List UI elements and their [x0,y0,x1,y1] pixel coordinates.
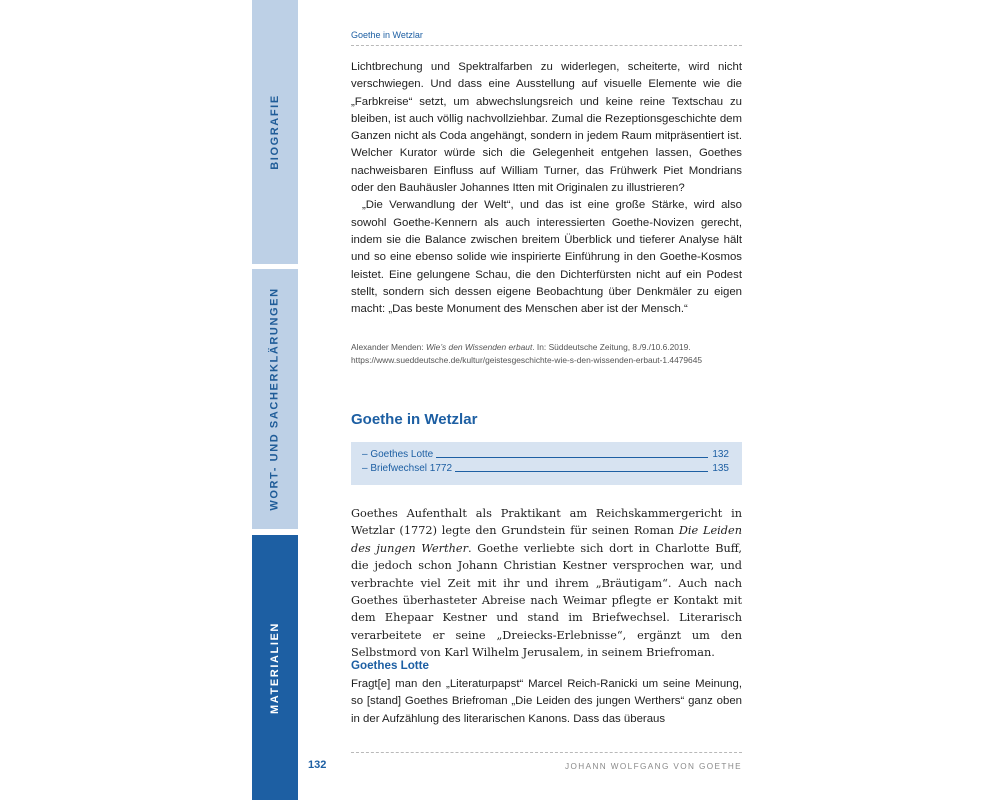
source-title: Wie’s den Wissenden erbaut [425,342,533,352]
section-title: Goethe in Wetzlar [351,411,478,428]
tab-wort-und-sacherklaerungen-label: WORT- UND SACHERKLÄRUNGEN [269,287,282,511]
page-number: 132 [308,759,327,771]
source-url[interactable]: https://www.sueddeutsche.de/kultur/geistesgeschichte-wie-s-den-wissenden-erbaut-1.4479645 [351,354,703,365]
chapter-sidebar [252,0,298,800]
footer-author: JOHANN WOLFGANG VON GOETHE [565,762,742,771]
toc-entry-briefwechsel[interactable] [362,463,729,474]
intro-text-after: . Goethe verliebte sich dort in Charlotte Buff, die jedoch schon Johann Christian Kestner versprochen war, und verbrachte viel Zeit mit ihr und ihrem „Bräutigam“. Auch nach Goethes überhasteter Abreise nach Weimar pflegte er Kontakt mit dem Ehepaar Kestner und stand im Briefwechsel. Literarisch verarbeitete er seine „Dreiecks-Erlebnisse“, ergänzt um den Selbstmord von Karl Wilhelm Jerusalem, in seinem Briefroman. [351,541,742,660]
toc-entry-label: – Briefwechsel 1772 [362,463,453,474]
tab-materialien-label: MATERIALIEN [269,621,282,714]
source-citation [351,341,742,366]
source-details: . In: Süddeutsche Zeitung, 8./9./10.6.2019. [532,342,691,352]
toc-entry-label: – Goethes Lotte [362,449,434,460]
intro-paragraph [351,505,742,662]
review-paragraph-1: Lichtbrechung und Spektralfarben zu widerlegen, scheiterte, wird nicht verschwiegen. Und dass eine Ausstellung auf visuelle Elemente wie die „Farbkreise“ setzt, um abwechslungsreich und keine reine Textschau zu bleiben, ist auch völlig nachvollziehbar. Zumal die Rezeptionsgeschichte dem Ganzen nicht als Coda angehängt, sondern in jedem Raum mitpräsentiert ist. Welcher Kurator würde sich die Gelegenheit entgehen lassen, Goethes nachweisbaren Einfluss auf William Turner, das Frühwerk Piet Mondrians oder den Bauhäusler Johannes Itten mit Originalen zu illustrieren? [351,61,742,195]
toc-leader-line [455,471,708,472]
subsection-text: Fragt[e] man den „Literaturpapst“ Marcel Reich-Ranicki um seine Meinung, so [stand] Goethes Briefroman „Die Leiden des jungen Werthers“ ganz oben in der Aufzählung des literarischen Kanons. Dass das überaus [351,678,742,725]
intro-text-before: Goethes Aufenthalt als Praktikant am Reichskammergericht in Wetzlar (1772) legte den Grundstein für seinen Roman [351,507,742,538]
toc-leader-line [436,457,708,458]
source-author: Alexander Menden: [351,342,426,352]
footer-divider [351,752,742,753]
tab-biografie[interactable] [252,0,298,264]
tab-biografie-label: BIOGRAFIE [269,94,282,170]
running-head: Goethe in Wetzlar [351,30,423,40]
review-paragraph-2: „Die Verwandlung der Welt“, und das ist eine große Stärke, wird also sowohl Goethe-Kennern als auch interessierten Goethe-Novizen gerecht, indem sie die Balance zwischen breitem Überblick und tieferer Analyse hält und so eine ebenso solide wie inspirierte Einführung in den Goethe-Kosmos leistet. Eine gelungene Schau, die den Dichterfürsten nicht auf ein Podest stellt, sondern sich dessen eigene Beobachtung über Denkmäler zu eigen macht: „Das beste Monument des Menschen aber ist der Mensch.“ [351,199,742,316]
header-divider [351,45,742,46]
toc-entry-page: 135 [712,463,729,474]
tab-materialien[interactable] [252,535,298,800]
tab-wort-und-sacherklaerungen[interactable] [252,269,298,529]
review-text [351,59,742,318]
table-of-contents [351,442,742,485]
intro-book-title: Die Leiden des jungen Werther [351,524,742,555]
subsection-title: Goethes Lotte [351,659,429,672]
toc-entry-page: 132 [712,449,729,460]
toc-entry-goethes-lotte[interactable] [362,449,729,460]
